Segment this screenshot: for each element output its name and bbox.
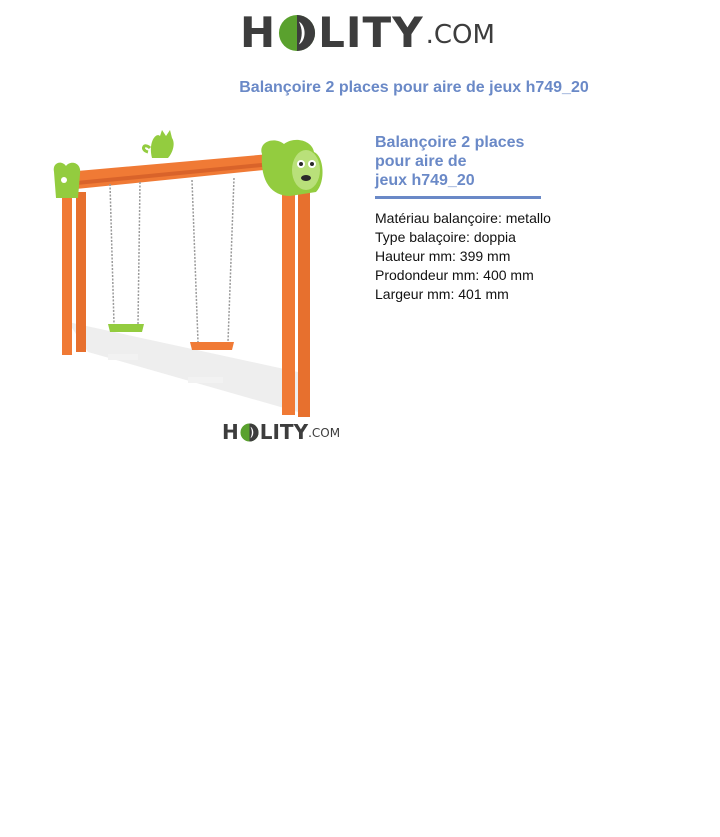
product-image — [48, 122, 348, 452]
product-title-line: jeux h749_20 — [375, 172, 475, 189]
logo-domain: .COM — [425, 20, 495, 50]
logo-o-icon — [278, 14, 316, 52]
spec-height: Hauteur mm: 399 mm — [375, 248, 511, 264]
title-underline — [375, 196, 541, 199]
logo-wordmark — [240, 8, 424, 57]
watermark-domain: .COM — [308, 426, 341, 440]
holity-logo[interactable] — [240, 8, 495, 57]
spec-material: Matériau balançoire: metallo — [375, 210, 551, 226]
spec-type: Type balaçoire: doppia — [375, 229, 516, 245]
product-title-line: Balançoire 2 places — [375, 134, 525, 151]
page-title: Balançoire 2 places pour aire de jeux h749_20 — [239, 79, 589, 96]
image-watermark-logo — [222, 422, 340, 442]
logo-letters: LITY — [318, 8, 424, 57]
product-info — [375, 133, 575, 304]
watermark-letters: LITY — [259, 420, 309, 444]
watermark-letter-h: H — [222, 420, 239, 444]
product-title — [375, 133, 545, 190]
product-title-line: pour aire de — [375, 153, 467, 170]
watermark-o-icon — [240, 423, 259, 442]
spec-depth: Prodondeur mm: 400 mm — [375, 267, 534, 283]
logo-letter-h: H — [240, 8, 277, 57]
spec-width: Largeur mm: 401 mm — [375, 286, 509, 302]
watermark-wordmark — [222, 422, 308, 442]
